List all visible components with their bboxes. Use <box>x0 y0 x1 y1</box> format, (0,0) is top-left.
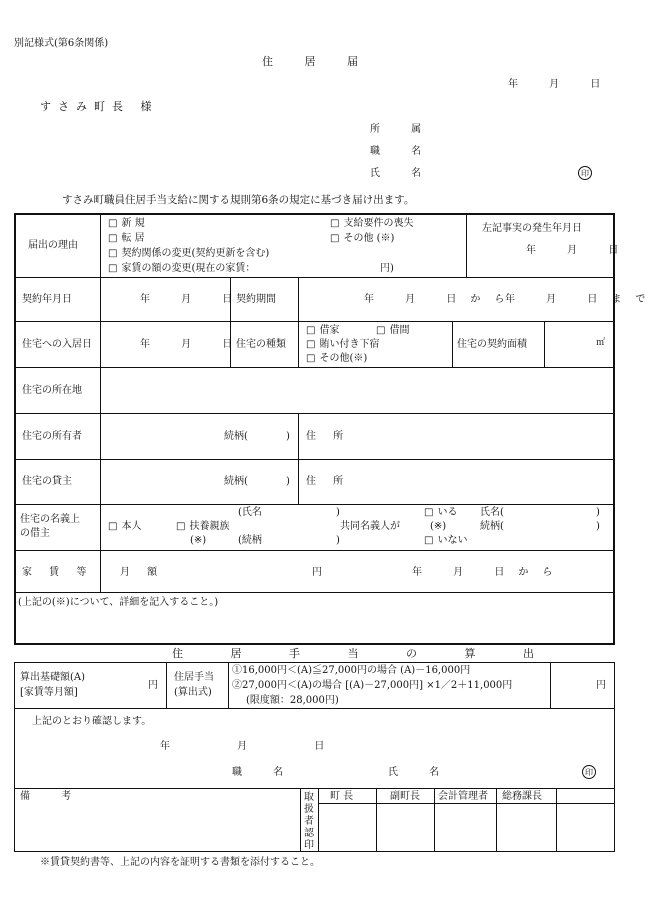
reason-contract-change-checkbox[interactable]: □ 契約関係の変更(契約更新を含む) <box>108 248 269 259</box>
rent-yen: 円 <box>312 567 322 578</box>
col-mayor: 町 長 <box>330 791 354 802</box>
tenant-relation-close: ) <box>336 535 340 546</box>
applicant-dept-label: 所 属 <box>370 124 436 135</box>
rent-from-date: 年 月 日から <box>412 567 567 578</box>
housing-type-label: 住宅の種類 <box>236 339 286 350</box>
applicant-seal: 印 <box>578 166 592 180</box>
joint-none-checkbox[interactable]: □ いない <box>424 535 467 546</box>
reason-loss-checkbox[interactable]: □ 支給要件の喪失 <box>330 218 413 229</box>
owner-relation: 続柄( <box>224 431 248 442</box>
lessor-relation-close: ) <box>286 476 290 487</box>
col-deputy-mayor: 副町長 <box>390 791 420 802</box>
footnote: ※賃貸契約書等、上記の内容を証明する書類を添付すること。 <box>40 857 320 868</box>
contract-period-label: 契約期間 <box>236 294 276 305</box>
joint-relation-close: ) <box>596 521 600 532</box>
movein-date: 年 月 日 <box>140 339 247 350</box>
page-title: 住 居 届 <box>262 55 372 68</box>
rent-yen-label: 円) <box>380 263 394 274</box>
owner-address-label: 住 所 <box>306 431 351 442</box>
type-room-checkbox[interactable]: □ 借間 <box>376 325 409 336</box>
contract-date-label: 契約年月日 <box>22 294 72 305</box>
calc-line-1: ①16,000円＜(A)≦27,000円の場合 (A)－16,000円 <box>232 665 471 676</box>
preamble: すさみ町職員住居手当支給に関する規則第6条の規定に基づき届け出ます。 <box>62 194 415 206</box>
reason-label: 届出の理由 <box>28 240 78 251</box>
tenant-dependent-note: (※) <box>190 535 207 546</box>
submission-date: 年 月 日 <box>508 79 615 90</box>
lessor-relation: 続柄( <box>224 476 248 487</box>
movein-date-label: 住宅への入居日 <box>22 339 92 350</box>
joint-exists-name: 氏名( <box>480 507 504 518</box>
joint-label: 共同名義人が <box>340 521 400 532</box>
confirm-name-label: 氏 名 <box>388 767 454 778</box>
area-unit: ㎡ <box>596 338 606 348</box>
contract-area-label: 住宅の契約面積 <box>457 339 527 350</box>
location-label: 住宅の所在地 <box>22 385 82 396</box>
tenant-label-1: 住宅の名義上 <box>20 514 80 525</box>
confirm-date: 年 月 日 <box>160 741 357 752</box>
col-general-affairs: 総務課長 <box>502 791 542 802</box>
contract-date: 年 月 日 <box>140 294 247 305</box>
remarks-note: (上記の(※)について、詳細を記入すること。) <box>18 597 219 608</box>
contract-period-to: 年 月 日まで <box>505 294 659 305</box>
tenant-dependent-checkbox[interactable]: □ 扶養親族 <box>176 521 229 532</box>
reason-other-checkbox[interactable]: □ その他 (※) <box>330 233 394 244</box>
contract-period-from: 年 月 日から <box>364 294 519 305</box>
occurrence-date: 年 月 日 <box>526 245 633 256</box>
col-accounting: 会計管理者 <box>438 791 488 802</box>
reason-rent-change-checkbox[interactable]: □ 家賃の額の変更(現在の家賃： <box>108 263 255 274</box>
tenant-relation-label: (続柄 <box>238 535 262 546</box>
owner-relation-close: ) <box>286 431 290 442</box>
joint-name-close: ) <box>596 507 600 518</box>
type-boarding-checkbox[interactable]: □ 賄い付き下宿 <box>306 339 379 350</box>
joint-note: (※) <box>430 521 447 532</box>
calc-line-3: (限度額：28,000円) <box>246 695 339 706</box>
applicant-name-label: 氏 名 <box>370 168 436 179</box>
joint-exists-checkbox[interactable]: □ いる <box>424 507 457 518</box>
tenant-label-2: の借主 <box>20 528 50 539</box>
lessor-label: 住宅の貸主 <box>22 476 72 487</box>
rent-monthly-label: 月 額 <box>120 567 165 578</box>
tenant-self-checkbox[interactable]: □ 本人 <box>108 521 141 532</box>
occurrence-date-label: 左記事実の発生年月日 <box>482 223 582 234</box>
confirm-text: 上記のとおり確認します。 <box>32 716 152 727</box>
calc-base-label-2: [家賃等月額] <box>20 687 78 698</box>
approval-remarks-label: 備 考 <box>20 791 86 802</box>
reason-new-checkbox[interactable]: □ 新 規 <box>108 218 145 229</box>
calc-heading: 住 居 手 当 の 算 出 <box>172 647 556 660</box>
confirm-post-label: 職 名 <box>232 767 298 778</box>
calc-line-2: ②27,000円＜(A)の場合 [(A)－27,000円] ×1／2＋11,000円 <box>232 680 513 691</box>
tenant-name-label: (氏名 <box>238 507 262 518</box>
type-house-checkbox[interactable]: □ 借家 <box>306 325 339 336</box>
joint-exists-relation: 続柄( <box>480 521 504 532</box>
calc-result-yen: 円 <box>596 680 606 691</box>
calc-base-yen: 円 <box>148 680 158 691</box>
rent-label: 家 賃 等 <box>22 567 94 578</box>
owner-label: 住宅の所有者 <box>22 431 82 442</box>
form-number: 別記様式(第6条関係) <box>14 38 109 49</box>
calc-formula-label-2: (算出式) <box>174 687 212 698</box>
calc-base-label-1: 算出基礎額(A) <box>20 672 86 683</box>
handler-label: 取扱者認印 <box>304 792 314 851</box>
applicant-post-label: 職 名 <box>370 146 436 157</box>
type-other-checkbox[interactable]: □ その他(※) <box>306 353 367 364</box>
addressee: すさみ町長 様 <box>40 100 159 113</box>
calc-formula-label-1: 住居手当 <box>174 672 214 683</box>
confirm-seal: 印 <box>582 765 596 779</box>
tenant-name-close: ) <box>336 507 340 518</box>
reason-move-checkbox[interactable]: □ 転 居 <box>108 233 145 244</box>
lessor-address-label: 住 所 <box>306 476 351 487</box>
